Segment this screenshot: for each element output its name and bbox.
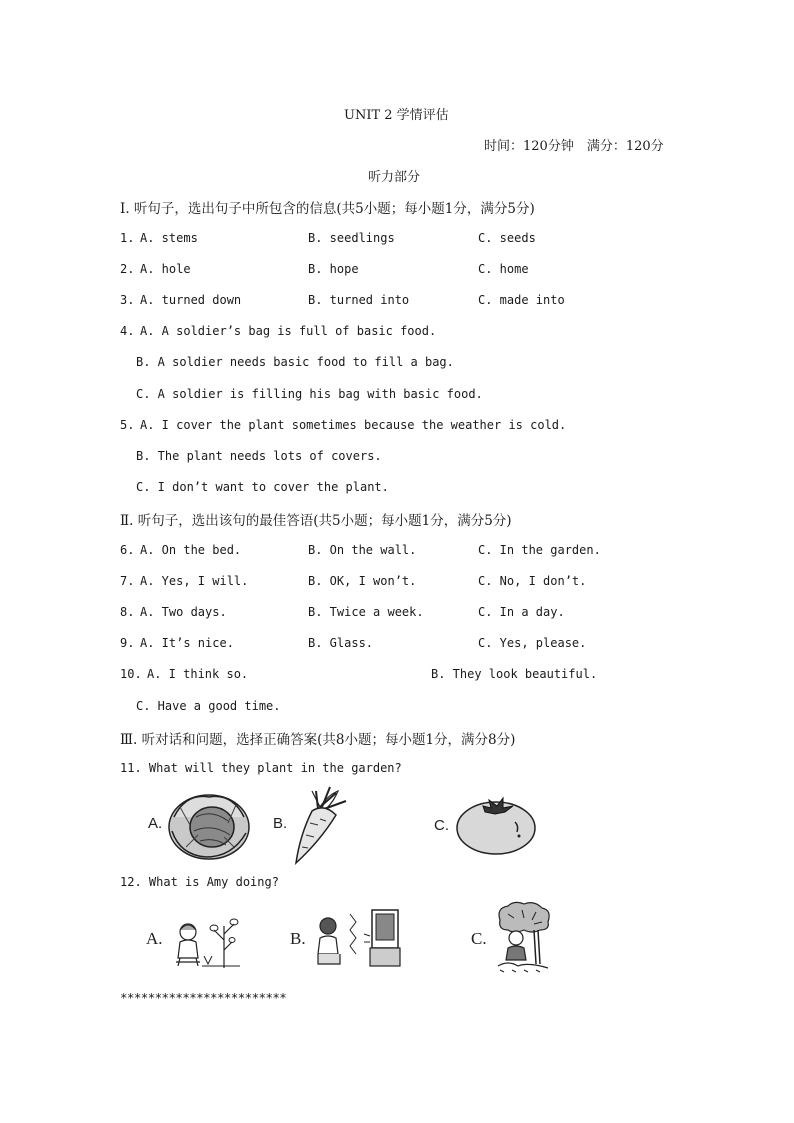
q8-option-c: C. In a day.: [478, 605, 565, 619]
q1-option-a: A. stems: [140, 231, 198, 245]
q2-option-b: B. hope: [308, 262, 359, 276]
q3-option-b: B. turned into: [308, 293, 410, 307]
q10-option-a: A. I think so.: [147, 667, 249, 681]
q4-option-a: A. A soldier’s bag is full of basic food.: [140, 324, 437, 338]
q4-number: 4.: [120, 324, 135, 338]
carrot-icon: [290, 785, 352, 865]
q5-number: 5.: [120, 418, 135, 432]
q3-option-a: A. turned down: [140, 293, 242, 307]
q7-option-a: A. Yes, I will.: [140, 574, 249, 588]
q3-number: 3.: [120, 293, 135, 307]
planting-tree-icon: [168, 906, 242, 972]
q9-option-c: C. Yes, please.: [478, 636, 587, 650]
separator-stars: ************************: [120, 990, 287, 1005]
q1-number: 1.: [120, 231, 135, 245]
watching-tv-icon: [312, 906, 404, 970]
q1-option-b: B. seedlings: [308, 231, 395, 245]
q2-option-c: C. home: [478, 262, 529, 276]
q10-option-b: B. They look beautiful.: [431, 667, 598, 681]
gardening-icon: [494, 900, 552, 976]
q2-number: 2.: [120, 262, 135, 276]
q6-number: 6.: [120, 543, 135, 557]
q7-option-c: C. No, I don’t.: [478, 574, 587, 588]
q6-option-c: C. In the garden.: [478, 543, 601, 557]
q5-option-b: B. The plant needs lots of covers.: [136, 449, 382, 463]
q5-option-c: C. I don’t want to cover the plant.: [136, 480, 389, 494]
q11-option-c: C.: [434, 817, 449, 834]
q7-option-b: B. OK, I won’t.: [308, 574, 417, 588]
q3-option-c: C. made into: [478, 293, 565, 307]
q10-option-c: C. Have a good time.: [136, 699, 281, 713]
q4-option-b: B. A soldier needs basic food to fill a bag.: [136, 355, 454, 369]
tomato-icon: [455, 794, 537, 856]
q11-option-a: A.: [148, 815, 163, 832]
page-title: UNIT 2 学情评估: [344, 108, 449, 123]
part-title: 听力部分: [368, 170, 421, 185]
q6-option-a: A. On the bed.: [140, 543, 242, 557]
q8-number: 8.: [120, 605, 135, 619]
q12-option-a: A.: [146, 929, 163, 948]
q2-option-a: A. hole: [140, 262, 191, 276]
section-heading-2: Ⅱ. 听句子，选出该句的最佳答语(共5小题；每小题1分，满分5分): [120, 513, 512, 529]
q11-option-b: B.: [273, 815, 288, 832]
section-heading-1: Ⅰ. 听句子，选出句子中所包含的信息(共5小题；每小题1分，满分5分): [120, 201, 535, 217]
q12-option-b: B.: [290, 929, 306, 948]
exam-meta: 时间：120分钟 满分：120分: [484, 139, 664, 154]
q7-number: 7.: [120, 574, 135, 588]
q12-stem: 12. What is Amy doing?: [120, 875, 279, 889]
q6-option-b: B. On the wall.: [308, 543, 417, 557]
q10-number: 10.: [120, 667, 142, 681]
section-heading-3: Ⅲ. 听对话和问题，选择正确答案(共8小题；每小题1分，满分8分): [120, 732, 516, 748]
q11-stem: 11. What will they plant in the garden?: [120, 761, 402, 775]
q9-number: 9.: [120, 636, 135, 650]
q8-option-a: A. Two days.: [140, 605, 227, 619]
q9-option-a: A. It’s nice.: [140, 636, 234, 650]
q9-option-b: B. Glass.: [308, 636, 374, 650]
q12-option-c: C.: [471, 929, 487, 948]
q4-option-c: C. A soldier is filling his bag with basic food.: [136, 387, 483, 401]
cabbage-icon: [166, 787, 252, 861]
q5-option-a: A. I cover the plant sometimes because the weather is cold.: [140, 418, 567, 432]
q8-option-b: B. Twice a week.: [308, 605, 424, 619]
q1-option-c: C. seeds: [478, 231, 536, 245]
